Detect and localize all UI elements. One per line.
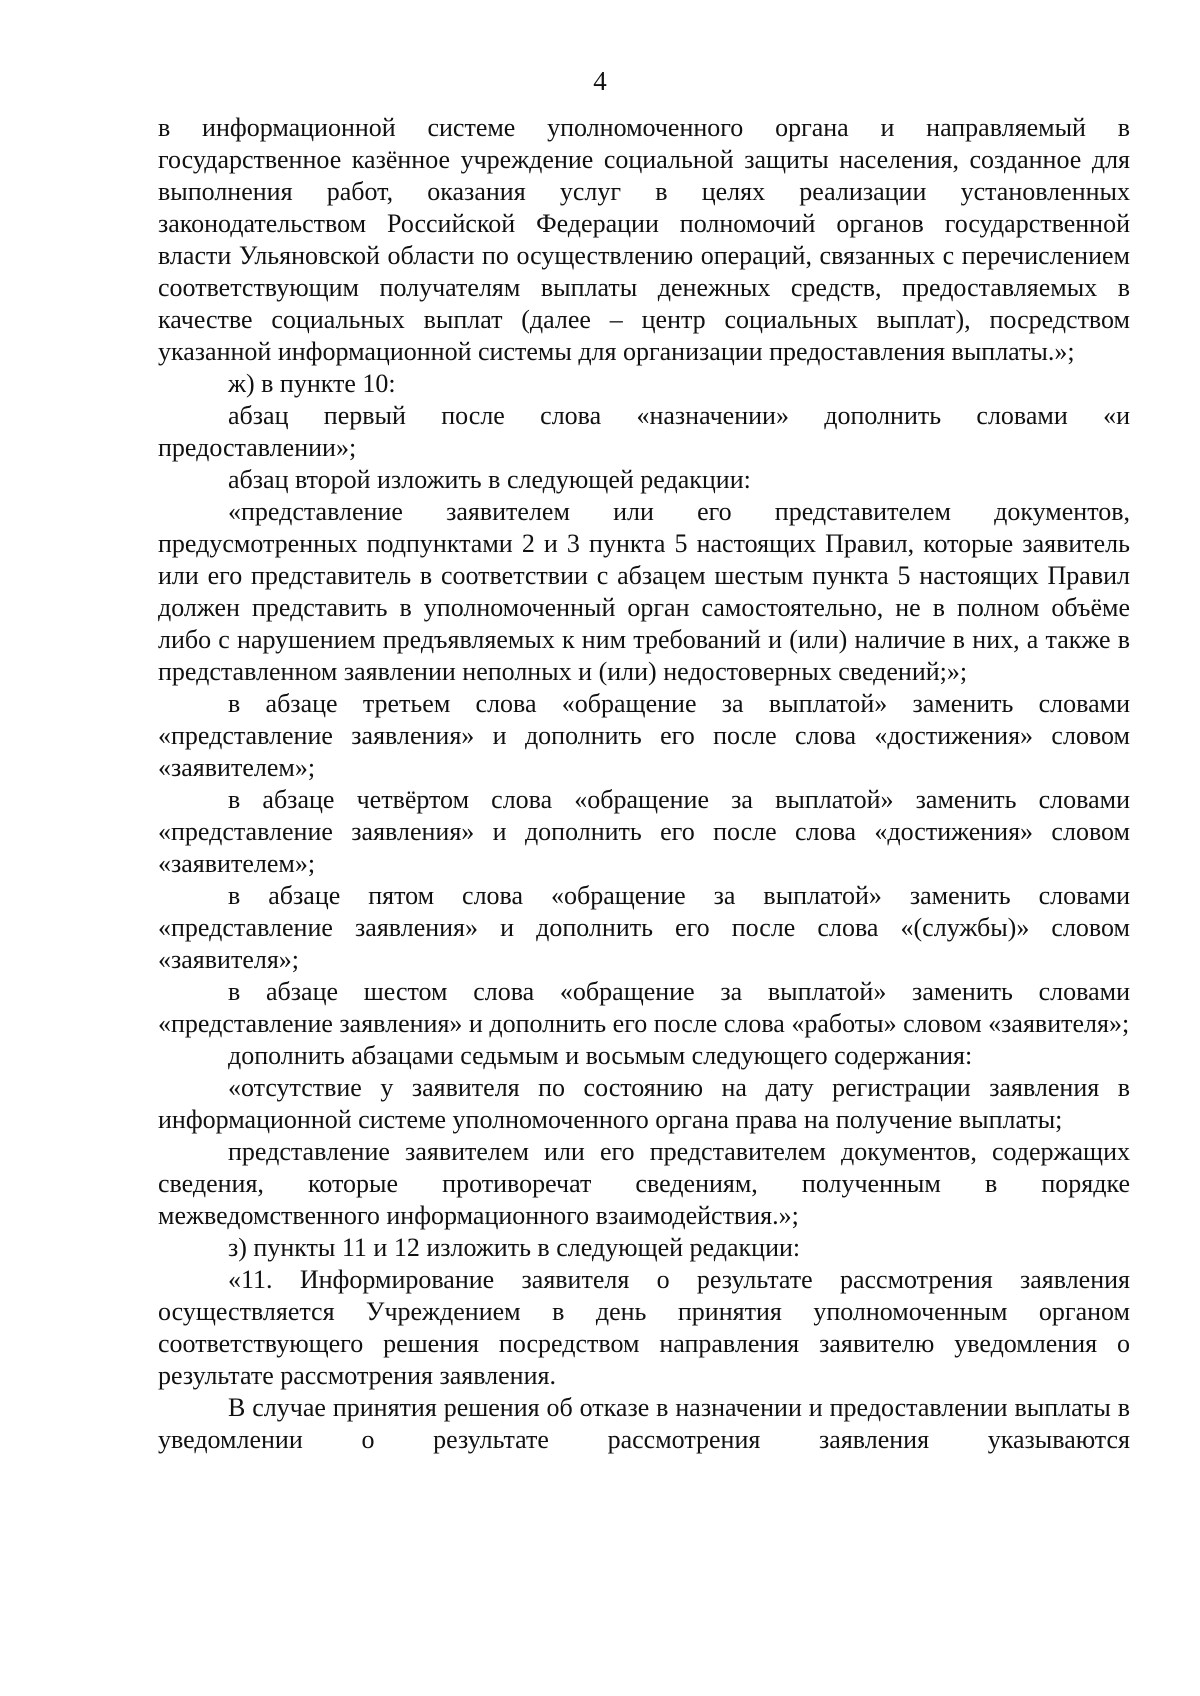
- paragraph-subitem-z: з) пункты 11 и 12 изложить в следующей редакции:: [228, 1233, 801, 1262]
- paragraph-quote: «представление заявителем или его представителем документов, предусмотренных подпунктами 2 и 3 пункта 5 настоящих Правил, которые заявитель или его представитель в соответствии с абзацем шестым пункта 5 настоящих Правил должен представить в уполномоченный орган самостоятельно, не в полном объёме либо с нарушением предъявляемых к ним требований и (или) наличие в них, а также в представленном заявлении неполных и (или) недостоверных сведений;»;: [158, 497, 1130, 686]
- paragraph: в абзаце четвёртом слова «обращение за выплатой» заменить словами «представление заявления» и дополнить его после слова «достижения» словом «заявителем»;: [158, 785, 1130, 878]
- paragraph: абзац первый после слова «назначении» дополнить словами «и предоставлении»;: [158, 401, 1130, 462]
- paragraph: представление заявителем или его представителем документов, содержащих сведения, которые противоречат сведениям, полученным в порядке межведомственного информационного взаимодействия.»;: [158, 1137, 1130, 1230]
- page-number: 4: [593, 66, 607, 96]
- paragraph-continuation: в информационной системе уполномоченного органа и направляемый в государственное казённое учреждение социальной защиты населения, созданное для выполнения работ, оказания услуг в целях реализации установленных законодательством Российской Федерации полномочий органов государственной власти Ульяновской области по осуществлению операций, связанных с перечислением соответствующим получателям выплаты денежных средств, предоставляемых в качестве социальных выплат (далее – центр социальных выплат), посредством указанной информационной системы для организации предоставления выплаты.»;: [158, 113, 1130, 366]
- paragraph: в абзаце шестом слова «обращение за выплатой» заменить словами «представление заявления» и дополнить его после слова «работы» словом «заявителя»;: [158, 977, 1130, 1038]
- paragraph: в абзаце пятом слова «обращение за выплатой» заменить словами «представление заявления» и дополнить его после слова «(службы)» словом «заявителя»;: [158, 881, 1130, 974]
- paragraph-quote: «11. Информирование заявителя о результате рассмотрения заявления осуществляется Учреждением в день принятия уполномоченным органом соответствующего решения посредством направления заявителю уведомления о результате рассмотрения заявления.: [158, 1265, 1130, 1390]
- paragraph: дополнить абзацами седьмым и восьмым следующего содержания:: [228, 1041, 973, 1070]
- paragraph-subitem-zh: ж) в пункте 10:: [228, 369, 396, 398]
- document-body: [158, 112, 1130, 1456]
- paragraph: абзац второй изложить в следующей редакции:: [228, 465, 751, 494]
- paragraph: в абзаце третьем слова «обращение за выплатой» заменить словами «представление заявления» и дополнить его после слова «достижения» словом «заявителем»;: [158, 689, 1130, 782]
- paragraph-continues-next-page: В случае принятия решения об отказе в назначении и предоставлении выплаты в уведомлении о результате рассмотрения заявления указываются: [158, 1393, 1130, 1454]
- paragraph-quote: «отсутствие у заявителя по состоянию на дату регистрации заявления в информационной системе уполномоченного органа права на получение выплаты;: [158, 1073, 1130, 1134]
